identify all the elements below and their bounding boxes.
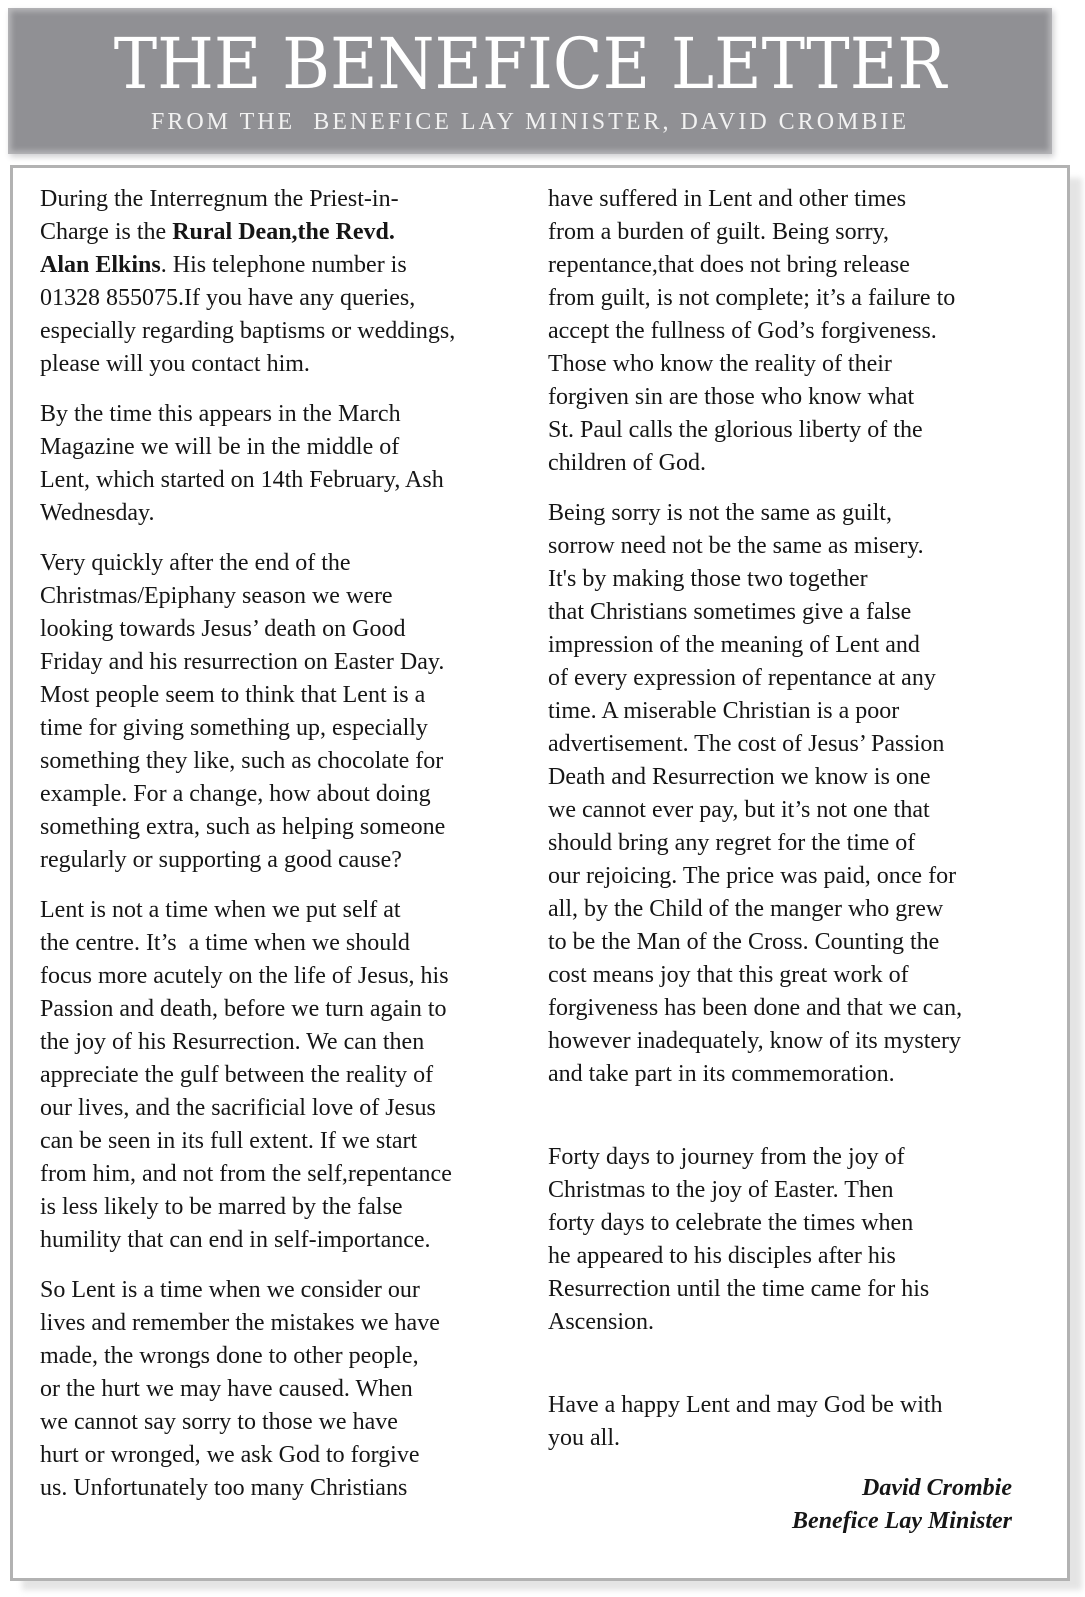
signature-block xyxy=(548,1472,1012,1538)
text-line: Those who know the reality of their xyxy=(548,351,892,377)
text-line: Resurrection until the time came for his xyxy=(548,1276,930,1302)
text-line: that Christians sometimes give a false xyxy=(548,599,912,625)
paragraph-march-magazine xyxy=(40,398,520,530)
page-subtitle: FROM THE BENEFICE LAY MINISTER, DAVID CROMBIE xyxy=(150,109,910,135)
text-line: Ascension. xyxy=(548,1309,654,1335)
text-line: It's by making those two together xyxy=(548,566,868,592)
text-line: to be the Man of the Cross. Counting the xyxy=(548,929,940,955)
blank-line xyxy=(548,1356,1028,1389)
text-line: time for giving something up, especially xyxy=(40,715,428,741)
letter-body xyxy=(10,165,1070,1581)
paragraph-interregnum xyxy=(40,183,520,381)
paragraph-epiphany xyxy=(40,547,520,877)
phone-number-line: 01328 855075.If you have any queries, xyxy=(40,285,416,311)
text-line: the joy of his Resurrection. We can then xyxy=(40,1029,425,1055)
text-line: forty days to celebrate the times when xyxy=(548,1210,914,1236)
text-line: Very quickly after the end of the xyxy=(40,550,351,576)
text-line: Forty days to journey from the joy of xyxy=(548,1144,905,1170)
text-line: forgiven sin are those who know what xyxy=(548,384,915,410)
text-line: from a burden of guilt. Being sorry, xyxy=(548,219,890,245)
paragraph-sorrow xyxy=(548,497,1028,1091)
text-line: regularly or supporting a good cause? xyxy=(40,847,402,873)
text-line: something extra, such as helping someone xyxy=(40,814,446,840)
paragraph-closing xyxy=(548,1389,1028,1455)
text-line: Lent, which started on 14th February, Ash xyxy=(40,467,444,493)
text-line: repentance,that does not bring release xyxy=(548,252,910,278)
priest-name-bold: Alan Elkins xyxy=(40,252,161,278)
text-line: During the Interregnum the Priest-in- xyxy=(40,186,399,212)
text-line: By the time this appears in the March xyxy=(40,401,401,427)
text-line: and take part in its commemoration. xyxy=(548,1061,895,1087)
text-line: we cannot say sorry to those we have xyxy=(40,1409,398,1435)
text-line: forgiveness has been done and that we can, xyxy=(548,995,963,1021)
text-line: something they like, such as chocolate for xyxy=(40,748,444,774)
text-line: sorrow need not be the same as misery. xyxy=(548,533,924,559)
text-line: appreciate the gulf between the reality of xyxy=(40,1062,434,1088)
text-run: Charge is the xyxy=(40,219,173,245)
text-line: hurt or wronged, we ask God to forgive xyxy=(40,1442,420,1468)
text-line: example. For a change, how about doing xyxy=(40,781,431,807)
text-line: us. Unfortunately too many Christians xyxy=(40,1475,408,1501)
text-line: Magazine we will be in the middle of xyxy=(40,434,400,460)
text-line: time. A miserable Christian is a poor xyxy=(548,698,900,724)
text-line: the centre. It’s a time when we should xyxy=(40,930,410,956)
signature-role: Benefice Lay Minister xyxy=(792,1508,1012,1534)
text-line xyxy=(40,249,520,282)
text-line: lives and remember the mistakes we have xyxy=(40,1310,440,1336)
signature-name: David Crombie xyxy=(862,1475,1012,1501)
text-line: Lent is not a time when we put self at xyxy=(40,897,401,923)
blank-line xyxy=(548,1108,1028,1141)
text-line: Passion and death, before we turn again to xyxy=(40,996,447,1022)
paragraph-guilt xyxy=(548,183,1028,480)
text-line: our lives, and the sacrificial love of Jesus xyxy=(40,1095,436,1121)
text-line: Wednesday. xyxy=(40,500,155,526)
text-line: Christmas to the joy of Easter. Then xyxy=(548,1177,894,1203)
text-line: looking towards Jesus’ death on Good xyxy=(40,616,406,642)
text-line: all, by the Child of the manger who grew xyxy=(548,896,944,922)
text-line: advertisement. The cost of Jesus’ Passion xyxy=(548,731,945,757)
text-line: of every expression of repentance at any xyxy=(548,665,936,691)
text-line: made, the wrongs done to other people, xyxy=(40,1343,419,1369)
text-line: humility that can end in self-importance. xyxy=(40,1227,431,1253)
text-line: from him, and not from the self,repentance xyxy=(40,1161,452,1187)
paragraph-mistakes xyxy=(40,1274,520,1505)
text-line: however inadequately, know of its mystery xyxy=(548,1028,962,1054)
text-line: especially regarding baptisms or weddings, xyxy=(40,318,456,344)
text-line: impression of the meaning of Lent and xyxy=(548,632,920,658)
header-banner xyxy=(8,8,1052,154)
text-line: Being sorry is not the same as guilt, xyxy=(548,500,892,526)
text-line: our rejoicing. The price was paid, once for xyxy=(548,863,957,889)
right-column xyxy=(548,183,1028,1538)
text-line: St. Paul calls the glorious liberty of the xyxy=(548,417,923,443)
text-line xyxy=(40,216,520,249)
text-line: Christmas/Epiphany season we were xyxy=(40,583,393,609)
text-line: So Lent is a time when we consider our xyxy=(40,1277,420,1303)
text-run: . His telephone number is xyxy=(160,252,407,278)
paragraph-self-centre xyxy=(40,894,520,1257)
text-line: please will you contact him. xyxy=(40,351,310,377)
text-line: should bring any regret for the time of xyxy=(548,830,916,856)
text-line: Friday and his resurrection on Easter Day. xyxy=(40,649,445,675)
text-line: cost means joy that this great work of xyxy=(548,962,909,988)
left-column xyxy=(40,183,520,1522)
priest-name-bold: Rural Dean,the Revd. xyxy=(172,219,395,245)
paragraph-forty-days xyxy=(548,1141,1028,1339)
text-line: can be seen in its full extent. If we start xyxy=(40,1128,418,1154)
text-line: focus more acutely on the life of Jesus, his xyxy=(40,963,449,989)
text-line: you all. xyxy=(548,1425,620,1451)
text-line: have suffered in Lent and other times xyxy=(548,186,907,212)
text-line: we cannot ever pay, but it’s not one that xyxy=(548,797,930,823)
text-line: he appeared to his disciples after his xyxy=(548,1243,896,1269)
page-title: THE BENEFICE LETTER xyxy=(113,23,947,105)
text-line: or the hurt we may have caused. When xyxy=(40,1376,413,1402)
text-line: from guilt, is not complete; it’s a failure to xyxy=(548,285,956,311)
text-line: Have a happy Lent and may God be with xyxy=(548,1392,943,1418)
text-line: Most people seem to think that Lent is a xyxy=(40,682,426,708)
text-line: Death and Resurrection we know is one xyxy=(548,764,931,790)
text-line: accept the fullness of God’s forgiveness. xyxy=(548,318,937,344)
text-line: is less likely to be marred by the false xyxy=(40,1194,403,1220)
text-line: children of God. xyxy=(548,450,706,476)
